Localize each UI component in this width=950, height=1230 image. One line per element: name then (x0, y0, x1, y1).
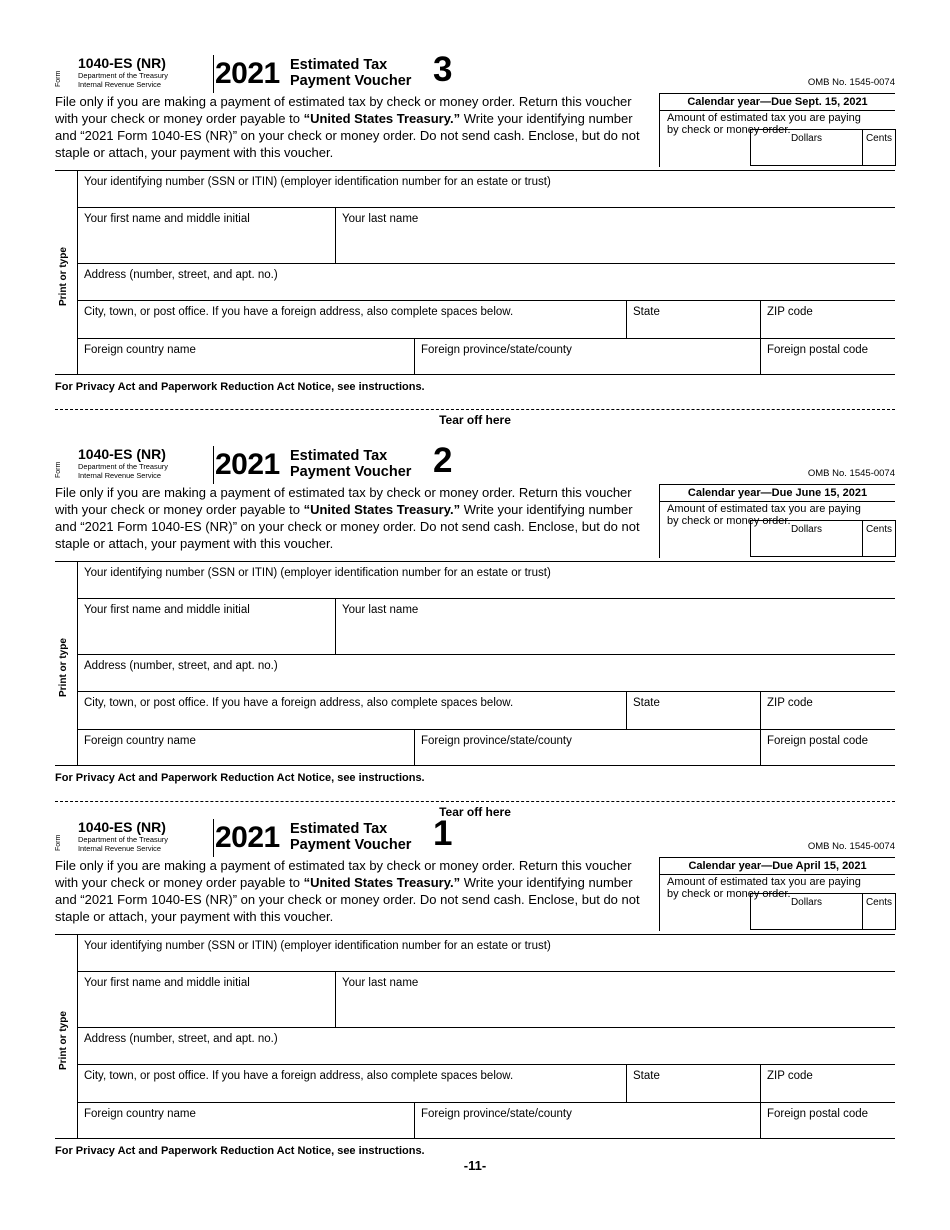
foreign-province-field[interactable]: Foreign province/state/county (414, 339, 760, 374)
row-identifying-number (78, 562, 895, 599)
voucher-header (55, 814, 895, 857)
first-name-field[interactable]: Your first name and middle initial (84, 977, 250, 989)
row-address (78, 1028, 895, 1065)
form-word: Form (55, 70, 62, 87)
first-name-field[interactable]: Your first name and middle initial (84, 604, 250, 616)
row-name (78, 208, 895, 264)
voucher-header (55, 441, 895, 484)
row-foreign (78, 730, 895, 765)
amount-label: Amount of estimated tax you are paying by check or money order. (667, 503, 861, 527)
state-field[interactable]: State (626, 692, 760, 729)
divider (213, 819, 214, 857)
page-number: -11- (463, 1158, 487, 1173)
row-identifying-number (78, 171, 895, 208)
dollars-field[interactable]: Dollars (750, 893, 862, 930)
voucher-header (55, 50, 895, 93)
voucher-instructions: File only if you are making a payment of estimated tax by check or money order. Return this voucher with your check or money order payable to “United States Treasury.” Write your identifying number and “2021 Form 1040-ES (NR)” on your check or money order. Do not send cash. Enclose, but do not staple or attach, your payment with this voucher. (55, 485, 640, 551)
foreign-country-field[interactable]: Foreign country name (84, 344, 196, 356)
voucher-number: 3 (433, 50, 453, 89)
address-field[interactable]: Address (number, street, and apt. no.) (84, 660, 278, 672)
state-field[interactable]: State (626, 301, 760, 338)
cents-field[interactable]: Cents (862, 893, 896, 930)
calendar-due: Calendar year—Due April 15, 2021 (660, 857, 895, 875)
department: Department of the Treasury Internal Revenue Service (78, 835, 168, 853)
city-field[interactable]: City, town, or post office. If you have a foreign address, also complete spaces below. (84, 1070, 514, 1082)
form-number: 1040-ES (NR) (78, 446, 166, 462)
foreign-country-field[interactable]: Foreign country name (84, 1108, 196, 1120)
privacy-notice: For Privacy Act and Paperwork Reduction Act Notice, see instructions. (55, 381, 425, 393)
voucher-instructions: File only if you are making a payment of estimated tax by check or money order. Return this voucher with your check or money order payable to “United States Treasury.” Write your identifying number and “2021 Form 1040-ES (NR)” on your check or money order. Do not send cash. Enclose, but do not staple or attach, your payment with this voucher. (55, 94, 640, 160)
foreign-postal-field[interactable]: Foreign postal code (760, 339, 895, 374)
divider (213, 446, 214, 484)
department: Department of the Treasury Internal Revenue Service (78, 71, 168, 89)
row-city (78, 301, 895, 339)
tax-year: 2021 (215, 821, 280, 854)
zip-field[interactable]: ZIP code (760, 1065, 895, 1102)
foreign-province-field[interactable]: Foreign province/state/county (414, 730, 760, 765)
first-name-field[interactable]: Your first name and middle initial (84, 213, 250, 225)
foreign-postal-field[interactable]: Foreign postal code (760, 730, 895, 765)
tear-line (55, 409, 895, 410)
identifying-number-field[interactable]: Your identifying number (SSN or ITIN) (employer identification number for an estate or trust) (84, 176, 551, 188)
omb-number: OMB No. 1545-0074 (807, 841, 895, 852)
tear-off-label: Tear off here (439, 805, 511, 819)
row-name (78, 972, 895, 1028)
side-label: Print or type (55, 935, 78, 1138)
dollars-field[interactable]: Dollars (750, 520, 862, 557)
row-city (78, 692, 895, 730)
privacy-notice: For Privacy Act and Paperwork Reduction Act Notice, see instructions. (55, 1145, 425, 1157)
row-name (78, 599, 895, 655)
foreign-country-field[interactable]: Foreign country name (84, 735, 196, 747)
privacy-notice: For Privacy Act and Paperwork Reduction Act Notice, see instructions. (55, 772, 425, 784)
form-number: 1040-ES (NR) (78, 819, 166, 835)
calendar-due: Calendar year—Due Sept. 15, 2021 (660, 93, 895, 111)
amount-label: Amount of estimated tax you are paying by check or money order. (667, 112, 861, 136)
form-word: Form (55, 834, 62, 851)
row-foreign (78, 1103, 895, 1138)
amount-label: Amount of estimated tax you are paying by check or money order. (667, 876, 861, 900)
row-identifying-number (78, 935, 895, 972)
zip-field[interactable]: ZIP code (760, 692, 895, 729)
tear-off-label: Tear off here (439, 413, 511, 427)
voucher-2 (55, 441, 895, 784)
form-word: Form (55, 461, 62, 478)
omb-number: OMB No. 1545-0074 (807, 77, 895, 88)
last-name-field[interactable]: Your last name (335, 972, 895, 1027)
side-label: Print or type (55, 562, 78, 765)
city-field[interactable]: City, town, or post office. If you have a foreign address, also complete spaces below. (84, 306, 514, 318)
calendar-due: Calendar year—Due June 15, 2021 (660, 484, 895, 502)
foreign-postal-field[interactable]: Foreign postal code (760, 1103, 895, 1138)
address-field[interactable]: Address (number, street, and apt. no.) (84, 269, 278, 281)
voucher-title: Estimated Tax Payment Voucher (290, 448, 412, 480)
row-city (78, 1065, 895, 1103)
divider (213, 55, 214, 93)
payment-box (659, 93, 895, 167)
cents-field[interactable]: Cents (862, 520, 896, 557)
row-address (78, 655, 895, 692)
payment-box (659, 857, 895, 931)
cents-field[interactable]: Cents (862, 129, 896, 166)
address-field[interactable]: Address (number, street, and apt. no.) (84, 1033, 278, 1045)
side-label: Print or type (55, 171, 78, 374)
taxpayer-info-grid (55, 561, 895, 766)
row-address (78, 264, 895, 301)
last-name-field[interactable]: Your last name (335, 208, 895, 263)
taxpayer-info-grid (55, 934, 895, 1139)
voucher-1 (55, 814, 895, 1157)
tax-year: 2021 (215, 448, 280, 481)
state-field[interactable]: State (626, 1065, 760, 1102)
voucher-number: 2 (433, 441, 453, 480)
omb-number: OMB No. 1545-0074 (807, 468, 895, 479)
city-field[interactable]: City, town, or post office. If you have a foreign address, also complete spaces below. (84, 697, 514, 709)
voucher-number: 1 (433, 814, 453, 853)
row-foreign (78, 339, 895, 374)
taxpayer-info-grid (55, 170, 895, 375)
tax-year: 2021 (215, 57, 280, 90)
voucher-3 (55, 50, 895, 393)
voucher-title: Estimated Tax Payment Voucher (290, 821, 412, 853)
foreign-province-field[interactable]: Foreign province/state/county (414, 1103, 760, 1138)
zip-field[interactable]: ZIP code (760, 301, 895, 338)
tear-line (55, 801, 895, 802)
department: Department of the Treasury Internal Revenue Service (78, 462, 168, 480)
identifying-number-field[interactable]: Your identifying number (SSN or ITIN) (employer identification number for an estate or trust) (84, 567, 551, 579)
voucher-title: Estimated Tax Payment Voucher (290, 57, 412, 89)
dollars-field[interactable]: Dollars (750, 129, 862, 166)
form-number: 1040-ES (NR) (78, 55, 166, 71)
identifying-number-field[interactable]: Your identifying number (SSN or ITIN) (employer identification number for an estate or trust) (84, 940, 551, 952)
last-name-field[interactable]: Your last name (335, 599, 895, 654)
payment-box (659, 484, 895, 558)
voucher-instructions: File only if you are making a payment of estimated tax by check or money order. Return this voucher with your check or money order payable to “United States Treasury.” Write your identifying number and “2021 Form 1040-ES (NR)” on your check or money order. Do not send cash. Enclose, but do not staple or attach, your payment with this voucher. (55, 858, 640, 924)
